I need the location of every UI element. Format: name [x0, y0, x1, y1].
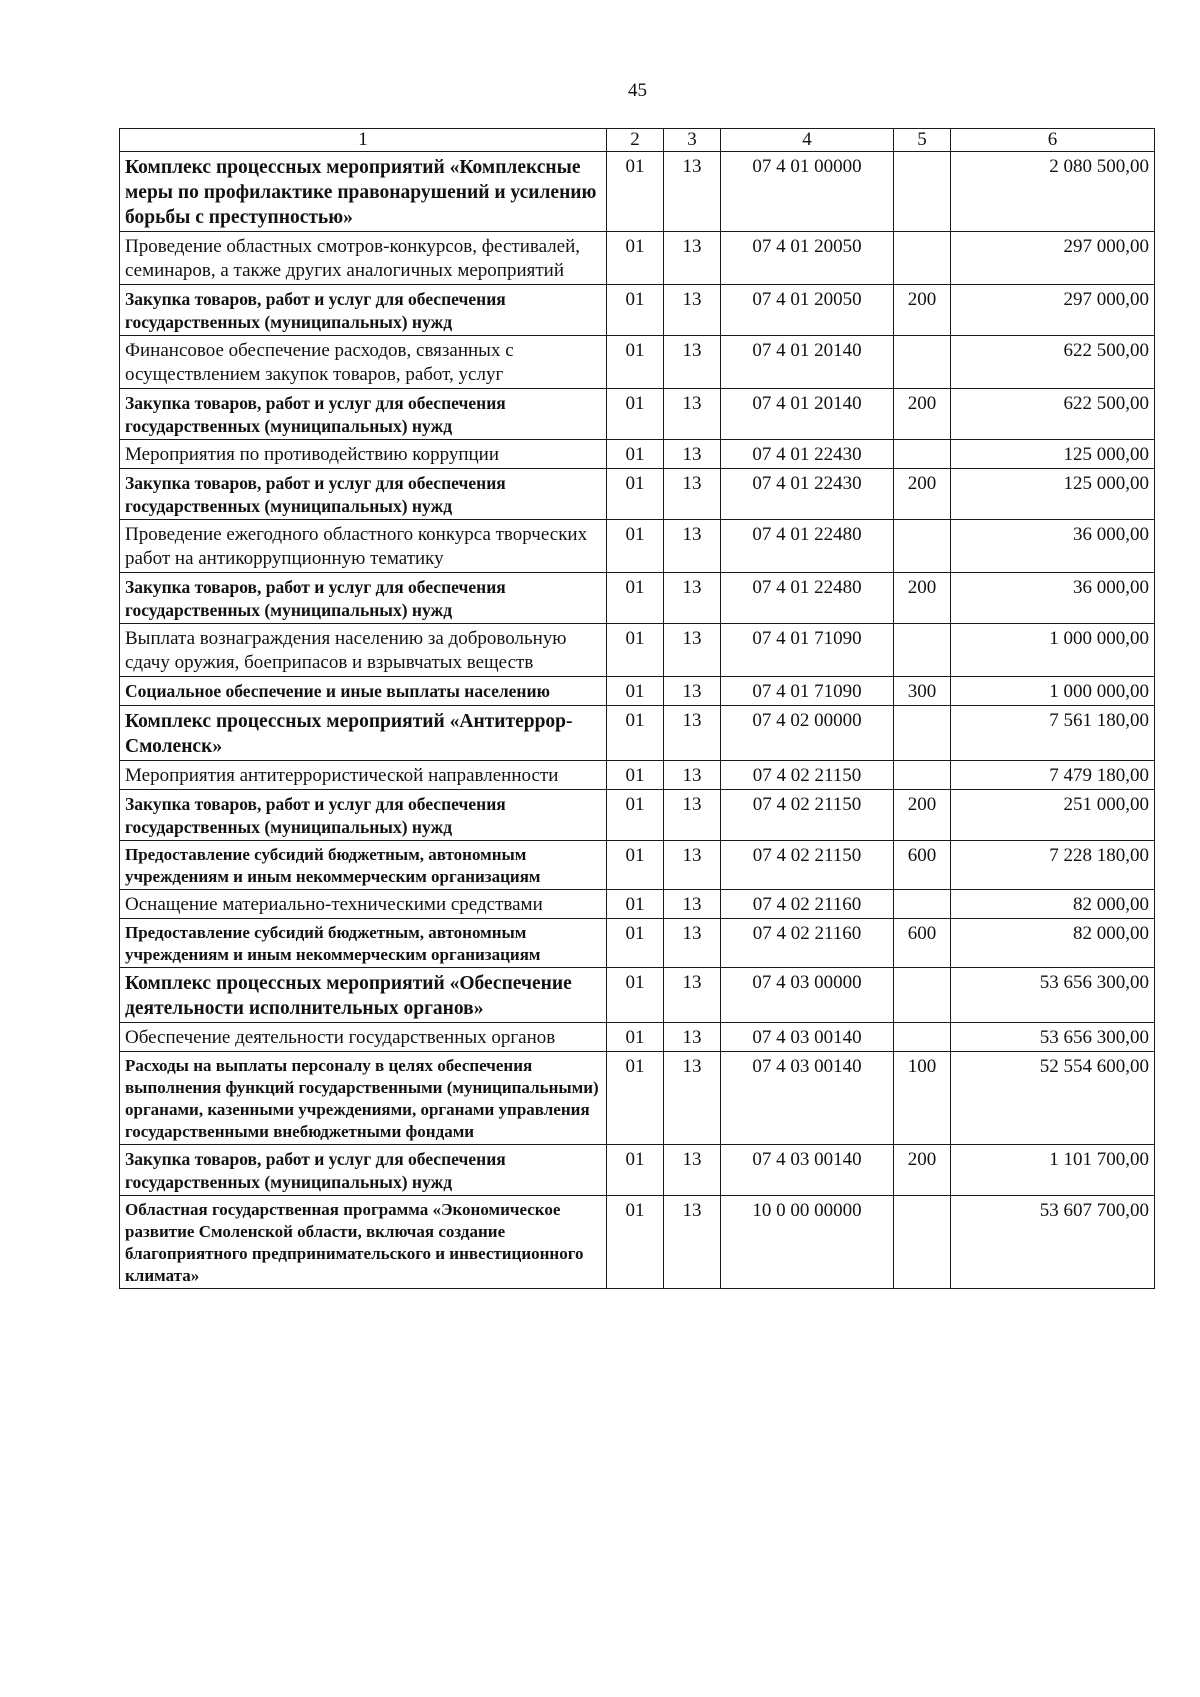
row-name: Закупка товаров, работ и услуг для обеспечения государственных (муниципальных) нужд	[120, 285, 607, 336]
row-expense-type	[894, 761, 951, 790]
row-section: 01	[607, 232, 664, 285]
row-amount: 297 000,00	[951, 285, 1155, 336]
table-row	[120, 890, 1155, 919]
table-row	[120, 440, 1155, 469]
row-amount: 53 656 300,00	[951, 968, 1155, 1023]
row-amount: 36 000,00	[951, 573, 1155, 624]
row-expense-type	[894, 624, 951, 677]
row-section: 01	[607, 152, 664, 232]
table-row	[120, 706, 1155, 761]
row-name: Расходы на выплаты персоналу в целях обеспечения выполнения функций государственными (муниципальными) органами, казенными учреждениями, органами управления государственными внебюджетными фондами	[120, 1052, 607, 1145]
row-name: Финансовое обеспечение расходов, связанных с осуществлением закупок товаров, работ, услуг	[120, 336, 607, 389]
table-row	[120, 968, 1155, 1023]
row-expense-type: 200	[894, 469, 951, 520]
row-expense-type: 200	[894, 573, 951, 624]
row-target-code: 07 4 02 21150	[721, 790, 894, 841]
row-name: Обеспечение деятельности государственных органов	[120, 1023, 607, 1052]
row-amount: 622 500,00	[951, 389, 1155, 440]
column-header: 4	[721, 129, 894, 152]
row-section: 01	[607, 761, 664, 790]
row-subsection: 13	[664, 1196, 721, 1289]
row-subsection: 13	[664, 232, 721, 285]
row-name: Комплекс процессных мероприятий «Комплексные меры по профилактике правонарушений и усилению борьбы с преступностью»	[120, 152, 607, 232]
table-row	[120, 790, 1155, 841]
row-target-code: 07 4 03 00140	[721, 1052, 894, 1145]
header-row	[120, 129, 1155, 152]
row-expense-type: 200	[894, 389, 951, 440]
row-target-code: 07 4 02 21150	[721, 761, 894, 790]
row-target-code: 07 4 03 00000	[721, 968, 894, 1023]
row-subsection: 13	[664, 152, 721, 232]
row-subsection: 13	[664, 1052, 721, 1145]
row-subsection: 13	[664, 790, 721, 841]
column-header: 2	[607, 129, 664, 152]
table-row	[120, 152, 1155, 232]
row-name: Мероприятия по противодействию коррупции	[120, 440, 607, 469]
row-amount: 7 228 180,00	[951, 841, 1155, 890]
row-target-code: 07 4 01 20140	[721, 336, 894, 389]
row-amount: 622 500,00	[951, 336, 1155, 389]
row-subsection: 13	[664, 285, 721, 336]
table-row	[120, 469, 1155, 520]
row-amount: 125 000,00	[951, 469, 1155, 520]
table-row	[120, 1196, 1155, 1289]
row-section: 01	[607, 573, 664, 624]
table-row	[120, 573, 1155, 624]
row-amount: 1 000 000,00	[951, 624, 1155, 677]
row-section: 01	[607, 677, 664, 706]
row-subsection: 13	[664, 624, 721, 677]
row-subsection: 13	[664, 919, 721, 968]
row-section: 01	[607, 1145, 664, 1196]
row-section: 01	[607, 968, 664, 1023]
row-subsection: 13	[664, 1145, 721, 1196]
row-target-code: 07 4 01 00000	[721, 152, 894, 232]
row-name: Закупка товаров, работ и услуг для обеспечения государственных (муниципальных) нужд	[120, 1145, 607, 1196]
row-subsection: 13	[664, 389, 721, 440]
row-expense-type	[894, 1196, 951, 1289]
row-target-code: 07 4 02 21160	[721, 890, 894, 919]
column-header: 6	[951, 129, 1155, 152]
row-section: 01	[607, 1052, 664, 1145]
table-row	[120, 761, 1155, 790]
row-amount: 7 561 180,00	[951, 706, 1155, 761]
table-row	[120, 520, 1155, 573]
table-row	[120, 336, 1155, 389]
row-section: 01	[607, 624, 664, 677]
row-amount: 297 000,00	[951, 232, 1155, 285]
row-target-code: 10 0 00 00000	[721, 1196, 894, 1289]
page-number: 45	[628, 80, 647, 101]
row-amount: 82 000,00	[951, 919, 1155, 968]
row-target-code: 07 4 01 20050	[721, 232, 894, 285]
row-name: Оснащение материально-техническими средствами	[120, 890, 607, 919]
row-name: Комплекс процессных мероприятий «Обеспечение деятельности исполнительных органов»	[120, 968, 607, 1023]
row-subsection: 13	[664, 968, 721, 1023]
row-amount: 82 000,00	[951, 890, 1155, 919]
row-name: Проведение областных смотров-конкурсов, фестивалей, семинаров, а также других аналогичных мероприятий	[120, 232, 607, 285]
column-header: 5	[894, 129, 951, 152]
row-name: Закупка товаров, работ и услуг для обеспечения государственных (муниципальных) нужд	[120, 389, 607, 440]
row-name: Предоставление субсидий бюджетным, автономным учреждениям и иным некоммерческим организациям	[120, 841, 607, 890]
row-subsection: 13	[664, 677, 721, 706]
row-section: 01	[607, 706, 664, 761]
row-amount: 36 000,00	[951, 520, 1155, 573]
row-section: 01	[607, 1196, 664, 1289]
row-section: 01	[607, 440, 664, 469]
row-subsection: 13	[664, 336, 721, 389]
row-target-code: 07 4 02 00000	[721, 706, 894, 761]
table-row	[120, 285, 1155, 336]
row-section: 01	[607, 469, 664, 520]
row-expense-type	[894, 520, 951, 573]
row-expense-type: 200	[894, 790, 951, 841]
row-name: Закупка товаров, работ и услуг для обеспечения государственных (муниципальных) нужд	[120, 573, 607, 624]
row-amount: 251 000,00	[951, 790, 1155, 841]
row-amount: 53 607 700,00	[951, 1196, 1155, 1289]
row-target-code: 07 4 01 22480	[721, 573, 894, 624]
row-expense-type: 200	[894, 285, 951, 336]
row-expense-type	[894, 232, 951, 285]
row-amount: 1 000 000,00	[951, 677, 1155, 706]
row-expense-type	[894, 968, 951, 1023]
row-target-code: 07 4 01 22430	[721, 440, 894, 469]
table-row	[120, 232, 1155, 285]
table-row	[120, 1145, 1155, 1196]
budget-table	[119, 128, 1155, 1289]
row-expense-type	[894, 336, 951, 389]
column-header: 1	[120, 129, 607, 152]
row-target-code: 07 4 03 00140	[721, 1023, 894, 1052]
row-section: 01	[607, 285, 664, 336]
row-expense-type	[894, 890, 951, 919]
table-row	[120, 624, 1155, 677]
row-name: Предоставление субсидий бюджетным, автономным учреждениям и иным некоммерческим организациям	[120, 919, 607, 968]
row-name: Выплата вознаграждения населению за добровольную сдачу оружия, боеприпасов и взрывчатых веществ	[120, 624, 607, 677]
row-expense-type: 600	[894, 841, 951, 890]
row-target-code: 07 4 01 22480	[721, 520, 894, 573]
row-expense-type: 200	[894, 1145, 951, 1196]
row-subsection: 13	[664, 890, 721, 919]
row-expense-type: 600	[894, 919, 951, 968]
row-expense-type	[894, 440, 951, 469]
row-subsection: 13	[664, 440, 721, 469]
table-row	[120, 389, 1155, 440]
row-name: Областная государственная программа «Экономическое развитие Смоленской области, включая создание благоприятного предпринимательского и инвестиционного климата»	[120, 1196, 607, 1289]
row-subsection: 13	[664, 761, 721, 790]
row-name: Закупка товаров, работ и услуг для обеспечения государственных (муниципальных) нужд	[120, 790, 607, 841]
row-section: 01	[607, 1023, 664, 1052]
row-name: Закупка товаров, работ и услуг для обеспечения государственных (муниципальных) нужд	[120, 469, 607, 520]
row-section: 01	[607, 790, 664, 841]
row-target-code: 07 4 02 21160	[721, 919, 894, 968]
row-name: Социальное обеспечение и иные выплаты населению	[120, 677, 607, 706]
column-header: 3	[664, 129, 721, 152]
table-row	[120, 1052, 1155, 1145]
row-amount: 52 554 600,00	[951, 1052, 1155, 1145]
row-target-code: 07 4 01 71090	[721, 624, 894, 677]
row-name: Комплекс процессных мероприятий «Антитеррор-Смоленск»	[120, 706, 607, 761]
row-section: 01	[607, 919, 664, 968]
row-target-code: 07 4 03 00140	[721, 1145, 894, 1196]
row-expense-type	[894, 1023, 951, 1052]
row-amount: 7 479 180,00	[951, 761, 1155, 790]
row-target-code: 07 4 01 20050	[721, 285, 894, 336]
row-target-code: 07 4 01 71090	[721, 677, 894, 706]
row-name: Проведение ежегодного областного конкурса творческих работ на антикоррупционную тематику	[120, 520, 607, 573]
row-section: 01	[607, 520, 664, 573]
row-target-code: 07 4 01 20140	[721, 389, 894, 440]
row-subsection: 13	[664, 520, 721, 573]
row-amount: 53 656 300,00	[951, 1023, 1155, 1052]
row-section: 01	[607, 389, 664, 440]
row-target-code: 07 4 02 21150	[721, 841, 894, 890]
row-subsection: 13	[664, 573, 721, 624]
row-expense-type: 100	[894, 1052, 951, 1145]
row-expense-type	[894, 706, 951, 761]
table-row	[120, 1023, 1155, 1052]
row-amount: 2 080 500,00	[951, 152, 1155, 232]
row-subsection: 13	[664, 706, 721, 761]
row-amount: 1 101 700,00	[951, 1145, 1155, 1196]
row-name: Мероприятия антитеррористической направленности	[120, 761, 607, 790]
table-row	[120, 919, 1155, 968]
row-section: 01	[607, 336, 664, 389]
row-target-code: 07 4 01 22430	[721, 469, 894, 520]
row-subsection: 13	[664, 841, 721, 890]
row-section: 01	[607, 890, 664, 919]
table-row	[120, 677, 1155, 706]
row-section: 01	[607, 841, 664, 890]
row-expense-type: 300	[894, 677, 951, 706]
row-amount: 125 000,00	[951, 440, 1155, 469]
row-subsection: 13	[664, 1023, 721, 1052]
row-expense-type	[894, 152, 951, 232]
row-subsection: 13	[664, 469, 721, 520]
table-row	[120, 841, 1155, 890]
